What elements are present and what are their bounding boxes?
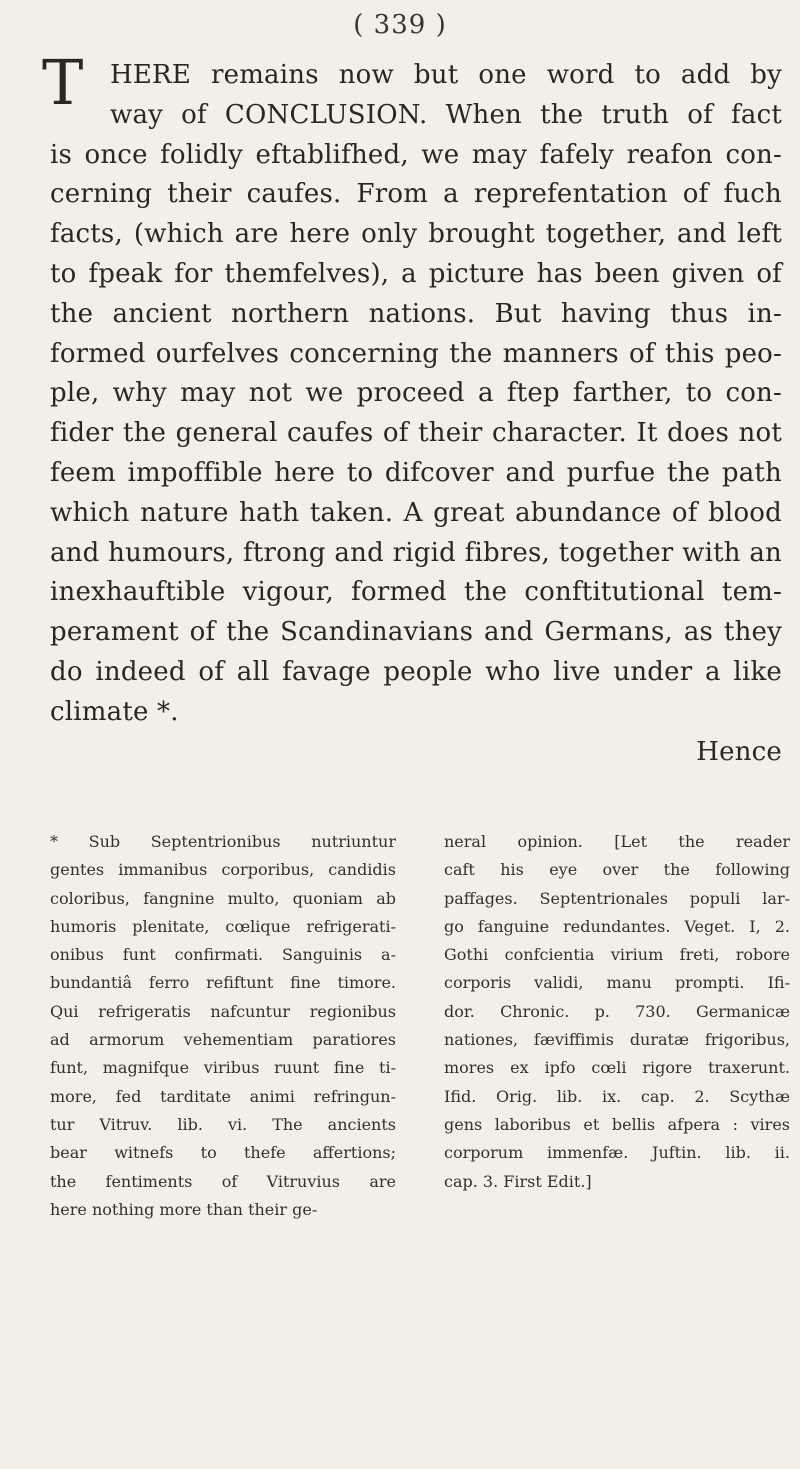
catchword: Hence: [696, 736, 782, 767]
body-line-5: facts, (which are here only brought together, and left: [50, 219, 782, 250]
footnote-line: paffages. Septentrionales populi lar-: [444, 888, 790, 908]
footnote-line: onibus funt confirmati. Sanguinis a-: [50, 945, 396, 965]
body-line-11: feem impoffible here to difcover and purfue the path: [50, 457, 782, 488]
body-line-3: is once folidly eftablifhed, we may fafely reafon con-: [50, 139, 782, 170]
footnote-line: here nothing more than their ge-: [50, 1199, 318, 1219]
footnote-line: gens laboribus et bellis afpera : vires: [444, 1114, 790, 1134]
footnote-line: * Sub Septentrionibus nutriuntur: [50, 832, 396, 851]
body-line-1-text: HERE remains now but one word to add by: [110, 60, 782, 90]
footnote-line: bundantiâ ferro refiftunt fine timore.: [50, 973, 396, 993]
footnote-column-right: [444, 828, 790, 1224]
footnote-column-left: [50, 828, 396, 1224]
page-number: ( 339 ): [353, 10, 447, 40]
footnote-line: tur Vitruv. lib. vi. The ancients: [50, 1114, 396, 1134]
body-line-10: fider the general caufes of their character. It does not: [50, 418, 782, 449]
footnote-line: gentes immanibus corporibus, candidis: [50, 860, 396, 880]
footnote-line: mores ex ipfo cœli rigore traxerunt.: [444, 1058, 790, 1078]
footnote-line: bear witnefs to thefe affertions;: [50, 1143, 396, 1163]
footnote-line: Gothi confcientia virium freti, robore: [444, 945, 790, 965]
footnote-line: dor. Chronic. p. 730. Germanicæ: [444, 1001, 790, 1021]
body-line-9: ple, why may not we proceed a ftep farther, to con-: [50, 378, 782, 409]
body-line-13: and humours, ftrong and rigid fibres, together with an: [50, 537, 782, 568]
footnote-line: ad armorum vehementiam paratiores: [50, 1030, 396, 1050]
footnote-line: humoris plenitate, cœlique refrigerati-: [50, 916, 396, 936]
body-line-6: to fpeak for themfelves), a picture has been given of: [50, 258, 782, 289]
body-line-15: perament of the Scandinavians and Germans, as they: [50, 617, 782, 648]
footnote-line: neral opinion. [Let the reader: [444, 832, 790, 851]
footnote-line: cap. 3. First Edit.]: [444, 1171, 592, 1191]
footnote-line: corporum immenfæ. Juftin. lib. ii.: [444, 1143, 790, 1163]
footnotes: [50, 828, 790, 1224]
body-line-14: inexhauftible vigour, formed the conftitutional tem-: [50, 577, 782, 608]
footnote-line: the fentiments of Vitruvius are: [50, 1171, 396, 1191]
footnote-line: go fanguine redundantes. Veget. I, 2.: [444, 916, 790, 936]
body-line-8: formed ourfelves concerning the manners of this peo-: [50, 338, 782, 369]
body-line-7: the ancient northern nations. But having thus in-: [50, 298, 782, 329]
footnote-line: more, fed tarditate animi refringun-: [50, 1086, 396, 1106]
footnote-line: caft his eye over the following: [444, 860, 790, 880]
body-line-16: do indeed of all favage people who live under a like: [50, 656, 782, 687]
footnote-line: Ifid. Orig. lib. ix. cap. 2. Scythæ: [444, 1086, 790, 1106]
body-line-2: way of CONCLUSION. When the truth of fact: [110, 99, 782, 130]
footnote-line: nationes, fæviffimis duratæ frigoribus,: [444, 1030, 790, 1050]
footnote-line: Qui refrigeratis nafcuntur regionibus: [50, 1001, 396, 1021]
drop-cap: T: [42, 46, 84, 119]
footnote-line: funt, magnifque viribus ruunt fine ti-: [50, 1058, 396, 1078]
footnote-line: corporis validi, manu prompti. Ifi-: [444, 973, 790, 993]
body-line-17: climate *.: [50, 696, 179, 727]
main-text: [42, 46, 782, 772]
body-line-12: which nature hath taken. A great abundance of blood: [50, 497, 782, 528]
footnote-line: coloribus, fangnine multo, quoniam ab: [50, 888, 396, 908]
body-line-4: cerning their caufes. From a reprefentation of fuch: [50, 179, 782, 210]
